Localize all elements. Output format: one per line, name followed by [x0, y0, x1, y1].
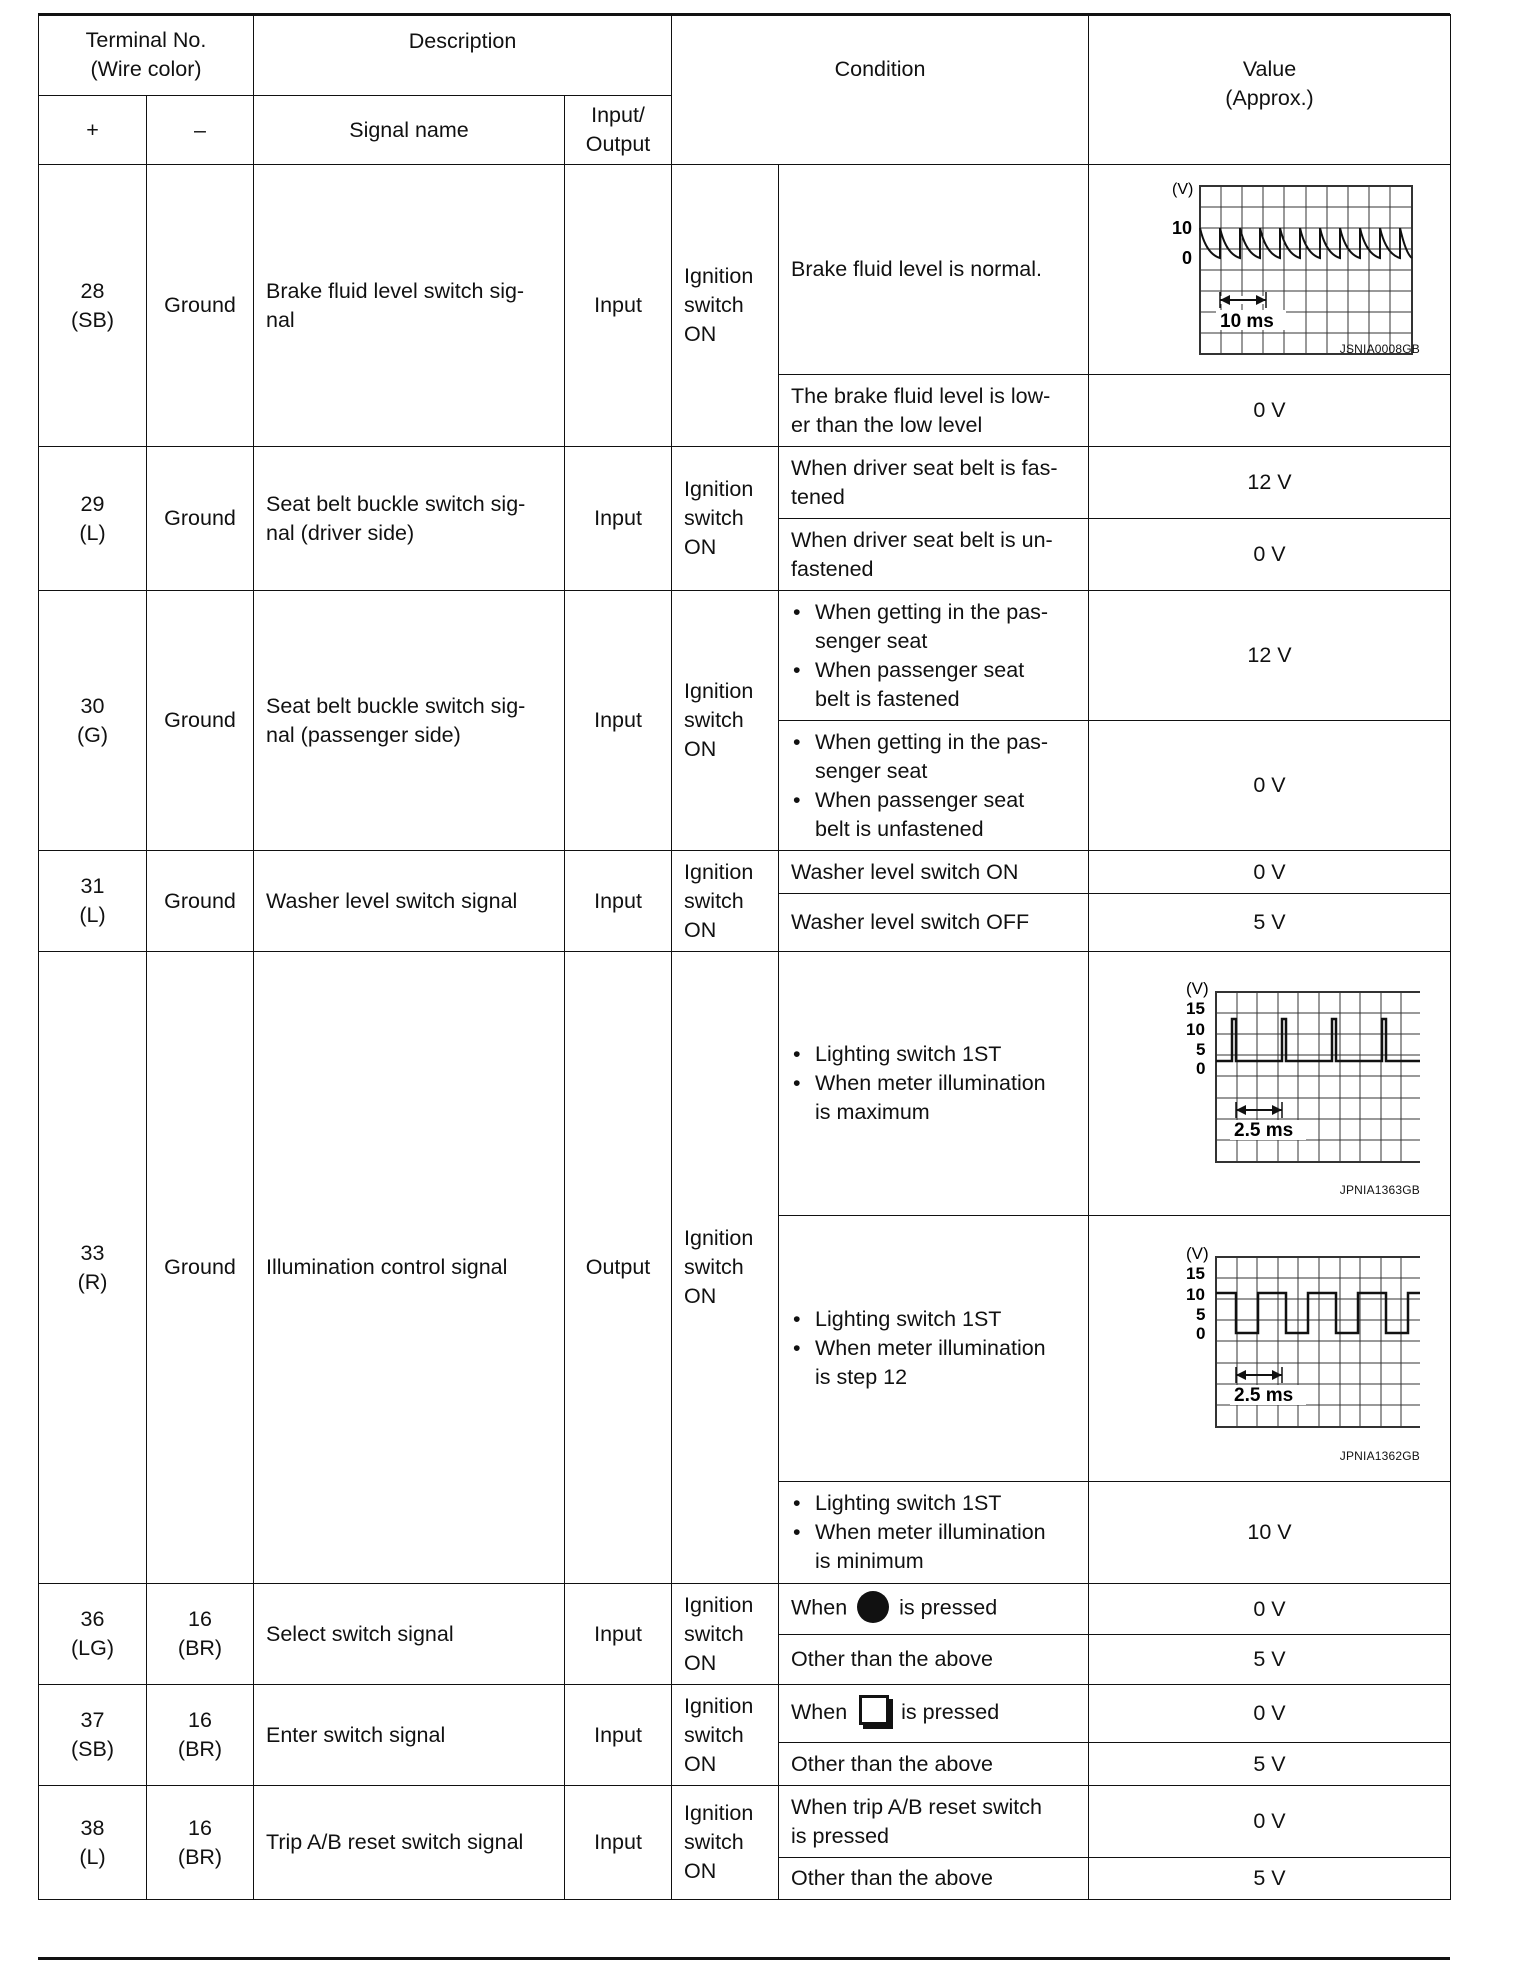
illumination-max-waveform	[1120, 974, 1420, 1194]
condition-header	[672, 15, 1089, 165]
value-cell: 5 V	[1089, 894, 1451, 952]
condition-line: ON	[684, 1284, 717, 1308]
condition-main-cell	[672, 591, 779, 851]
terminal-number: 37	[80, 1708, 105, 1732]
condition-line: Ignition	[684, 1226, 754, 1250]
bullet-line: • When passenger seat	[815, 787, 1025, 812]
condition-line: ON	[684, 917, 717, 942]
condition-line: Ignition	[684, 264, 754, 288]
list-item	[815, 1069, 1076, 1127]
condition-line: switch	[684, 888, 744, 913]
terminal-minus-cell: Ground	[147, 851, 254, 952]
wire-color: (L)	[79, 1844, 106, 1869]
signal-name-line: Trip A/B reset switch signal	[266, 1830, 524, 1854]
sub-condition-line: tened	[791, 484, 845, 509]
input-output-label-1: Input/	[591, 103, 645, 127]
condition-line: switch	[684, 1255, 744, 1279]
condition-line: switch	[684, 1722, 744, 1747]
wire-color: (R)	[77, 1269, 108, 1294]
signal-name-line: Illumination control signal	[266, 1255, 508, 1279]
sub-condition-cell: Other than the above	[779, 1743, 1089, 1786]
waveform-cell	[1089, 952, 1451, 1216]
signal-name-cell	[254, 1786, 565, 1900]
list-item	[815, 728, 1076, 786]
signal-name-header: Signal name	[254, 96, 565, 165]
value-cell: 12 V	[1089, 591, 1451, 721]
terminal-table	[38, 14, 1451, 1900]
bullet-line: belt is unfastened	[815, 816, 984, 841]
terminal-number: 16	[188, 1708, 212, 1732]
description-label: Description	[408, 29, 517, 53]
bullet-list	[791, 1489, 1076, 1576]
io-cell: Input	[565, 1584, 672, 1685]
signal-name-cell	[254, 591, 565, 851]
condition-line: ON	[684, 737, 717, 761]
sub-condition-cell: Other than the above	[779, 1635, 1089, 1685]
terminal-plus-cell	[39, 591, 147, 851]
io-cell: Input	[565, 591, 672, 851]
condition-line: ON	[684, 1859, 717, 1883]
input-output-label-2: Output	[585, 132, 651, 156]
bullet-line: • When getting in the pas-	[815, 729, 1049, 754]
waveform-cell	[1089, 165, 1451, 375]
terminal-number: 38	[80, 1815, 105, 1840]
condition-main-cell	[672, 1786, 779, 1900]
sub-condition-cell	[779, 519, 1089, 591]
io-cell: Input	[565, 165, 672, 447]
figure-id: JPNIA1363GB	[1339, 1183, 1421, 1197]
axis-unit-label: (V)	[1171, 180, 1193, 198]
condition-main-cell	[672, 447, 779, 591]
bullet-line: is maximum	[815, 1100, 930, 1124]
value-cell: 0 V	[1089, 851, 1451, 894]
sub-condition-line: er than the low level	[791, 412, 983, 437]
table-row	[39, 591, 1451, 721]
tick-label: 10	[1185, 1284, 1205, 1304]
value-cell: 10 V	[1089, 1482, 1451, 1584]
terminal-plus-cell	[39, 1584, 147, 1685]
sub-condition-text: is pressed	[899, 1595, 998, 1620]
terminal-plus-cell	[39, 165, 147, 447]
terminal-number: 29	[80, 491, 105, 516]
plus-header: +	[39, 96, 147, 165]
terminal-minus-cell: Ground	[147, 952, 254, 1584]
condition-line: ON	[684, 1650, 717, 1675]
list-item	[815, 656, 1076, 714]
condition-line: ON	[684, 1751, 717, 1776]
tick-label: 5	[1195, 1304, 1205, 1324]
terminal-number: 16	[188, 1607, 212, 1631]
value-cell: 12 V	[1089, 447, 1451, 519]
table-row	[39, 165, 1451, 375]
sub-condition-cell	[779, 721, 1089, 851]
terminal-minus-cell: Ground	[147, 447, 254, 591]
condition-line: Ignition	[684, 477, 754, 501]
sub-condition-cell	[779, 1482, 1089, 1584]
condition-main-cell	[672, 952, 779, 1584]
signal-name-line: nal	[266, 307, 295, 332]
bullet-list	[791, 1305, 1076, 1392]
tick-label: 0	[1195, 1323, 1205, 1343]
condition-label: Condition	[834, 57, 926, 81]
condition-line: Ignition	[684, 859, 754, 884]
condition-line: Ignition	[684, 679, 754, 703]
io-cell: Output	[565, 952, 672, 1584]
sub-condition-line: When trip A/B reset switch	[791, 1794, 1042, 1819]
signal-name-cell	[254, 447, 565, 591]
condition-line: switch	[684, 506, 744, 530]
sub-condition-cell	[779, 591, 1089, 721]
sub-condition-cell: Washer level switch ON	[779, 851, 1089, 894]
sub-condition-cell	[779, 1685, 1089, 1743]
condition-main-cell	[672, 1685, 779, 1786]
wire-color: (SB)	[71, 307, 114, 332]
sub-condition-cell	[779, 375, 1089, 447]
wire-color: (G)	[76, 722, 109, 747]
wire-color: (L)	[79, 520, 106, 545]
sub-condition-cell	[779, 1216, 1089, 1482]
signal-name-line: nal (driver side)	[266, 520, 415, 545]
terminal-plus-cell	[39, 1685, 147, 1786]
time-scale-label: 10 ms	[1219, 310, 1274, 332]
list-item	[815, 786, 1076, 844]
sub-condition-text: When	[791, 1595, 848, 1620]
bullet-line: • When meter illumination	[815, 1520, 1046, 1544]
terminal-number: 16	[188, 1815, 212, 1840]
condition-line: ON	[684, 322, 717, 346]
bullet-list	[791, 1040, 1076, 1127]
bullet-line: is step 12	[815, 1365, 908, 1389]
terminal-number: 30	[80, 693, 105, 718]
signal-name-cell	[254, 1584, 565, 1685]
sub-condition-line: The brake fluid level is low-	[791, 383, 1051, 408]
sub-condition-cell	[779, 952, 1089, 1216]
io-cell: Input	[565, 1786, 672, 1900]
sub-condition-line: When driver seat belt is un-	[791, 527, 1053, 552]
value-cell: 0 V	[1089, 519, 1451, 591]
bullet-line: • Lighting switch 1ST	[815, 1042, 1002, 1066]
bullet-line: • When meter illumination	[815, 1071, 1046, 1095]
condition-main-cell	[672, 165, 779, 447]
condition-line: switch	[684, 1830, 744, 1854]
waveform-cell	[1089, 1216, 1451, 1482]
terminal-minus-cell: Ground	[147, 165, 254, 447]
list-item	[815, 1518, 1076, 1576]
value-cell: 5 V	[1089, 1743, 1451, 1786]
tick-label: 0	[1181, 247, 1192, 268]
bullet-line: senger seat	[815, 628, 928, 653]
value-cell: 0 V	[1089, 1786, 1451, 1858]
sub-condition-text: is pressed	[901, 1700, 1000, 1725]
table-row	[39, 1584, 1451, 1635]
signal-name-line: Washer level switch signal	[266, 888, 518, 913]
illumination-step12-waveform	[1120, 1239, 1420, 1459]
sub-condition-cell: Other than the above	[779, 1858, 1089, 1900]
tick-label: 10	[1185, 1019, 1205, 1039]
description-header	[254, 15, 672, 96]
terminal-no-label: Terminal No.	[85, 28, 207, 52]
bullet-list	[791, 728, 1076, 844]
tick-label: 0	[1195, 1058, 1205, 1078]
signal-name-line: Seat belt buckle switch sig-	[266, 491, 526, 516]
bullet-line: is minimum	[815, 1549, 924, 1573]
terminal-plus-cell	[39, 952, 147, 1584]
table-row	[39, 1685, 1451, 1743]
table-row	[39, 1786, 1451, 1858]
bullet-line: belt is fastened	[815, 686, 960, 711]
signal-name-line: Select switch signal	[266, 1621, 454, 1646]
condition-line: Ignition	[684, 1801, 754, 1825]
condition-line: ON	[684, 535, 717, 559]
minus-header: –	[147, 96, 254, 165]
terminal-no-header	[39, 15, 254, 96]
time-scale-label: 2.5 ms	[1233, 1384, 1293, 1406]
terminal-minus-cell	[147, 1786, 254, 1900]
signal-name-cell	[254, 1685, 565, 1786]
sub-condition-cell: Washer level switch OFF	[779, 894, 1089, 952]
terminal-minus-cell	[147, 1685, 254, 1786]
table-row	[39, 952, 1451, 1216]
condition-line: Ignition	[684, 1592, 754, 1617]
value-cell: 0 V	[1089, 1685, 1451, 1743]
square-button-icon	[859, 1695, 889, 1725]
table-row	[39, 851, 1451, 894]
sub-condition-line: is pressed	[791, 1823, 890, 1848]
value-cell: 5 V	[1089, 1858, 1451, 1900]
list-item	[815, 1334, 1076, 1392]
sub-condition-line: When driver seat belt is fas-	[791, 455, 1058, 480]
sub-condition-text: When	[791, 1700, 848, 1725]
tick-label: 15	[1185, 1263, 1205, 1283]
condition-line: Ignition	[684, 1693, 754, 1718]
tick-label: 15	[1185, 998, 1205, 1018]
header-row-1	[39, 15, 1451, 96]
bullet-line: • When passenger seat	[815, 657, 1025, 682]
terminal-minus-cell: Ground	[147, 591, 254, 851]
wire-color: (BR)	[177, 1636, 223, 1660]
condition-main-cell	[672, 1584, 779, 1685]
bullet-list	[791, 598, 1076, 714]
list-item	[815, 1040, 1076, 1069]
terminal-plus-cell	[39, 851, 147, 952]
axis-unit-label: (V)	[1185, 1243, 1209, 1263]
filled-circle-icon	[857, 1591, 889, 1623]
tick-label: 10	[1171, 217, 1192, 238]
axis-unit-label: (V)	[1185, 978, 1209, 998]
wire-color: (L)	[79, 903, 106, 927]
list-item	[815, 1489, 1076, 1518]
wire-color: (BR)	[177, 1844, 223, 1869]
value-cell: 0 V	[1089, 1584, 1451, 1635]
terminal-plus-cell	[39, 447, 147, 591]
bullet-line: senger seat	[815, 758, 928, 783]
bullet-line: • When meter illumination	[815, 1336, 1046, 1360]
table-row	[39, 447, 1451, 519]
input-output-header	[565, 96, 672, 165]
value-cell: 5 V	[1089, 1635, 1451, 1685]
sub-condition-cell	[779, 1786, 1089, 1858]
condition-main-cell	[672, 851, 779, 952]
value-header	[1089, 15, 1451, 165]
figure-id: JSNIA0008GB	[1339, 342, 1421, 356]
signal-name-line: nal (passenger side)	[266, 722, 461, 747]
value-cell: 0 V	[1089, 721, 1451, 851]
signal-name-line: Seat belt buckle switch sig-	[266, 693, 526, 718]
condition-line: switch	[684, 293, 744, 317]
terminal-number: 33	[80, 1240, 105, 1265]
terminal-number: 36	[80, 1607, 105, 1631]
terminal-number: 31	[80, 874, 105, 898]
terminal-minus-cell	[147, 1584, 254, 1685]
approx-label: (Approx.)	[1225, 86, 1314, 110]
bullet-line: • Lighting switch 1ST	[815, 1491, 1002, 1515]
signal-name-cell	[254, 952, 565, 1584]
terminal-number: 28	[80, 278, 105, 303]
tick-label: 5	[1195, 1039, 1205, 1059]
list-item	[815, 1305, 1076, 1334]
sub-condition-cell	[779, 165, 1089, 375]
terminal-plus-cell	[39, 1786, 147, 1900]
wire-color: (BR)	[177, 1737, 223, 1761]
list-item	[815, 598, 1076, 656]
figure-id: JPNIA1362GB	[1339, 1449, 1421, 1463]
signal-name-cell	[254, 165, 565, 447]
value-label: Value	[1242, 57, 1297, 81]
wire-color: (SB)	[71, 1737, 114, 1761]
io-cell: Input	[565, 851, 672, 952]
bullet-line: • Lighting switch 1ST	[815, 1307, 1002, 1331]
wire-color-label: (Wire color)	[90, 57, 202, 81]
signal-name-line: Enter switch signal	[266, 1722, 446, 1747]
bullet-line: • When getting in the pas-	[815, 599, 1049, 624]
sub-condition-cell	[779, 447, 1089, 519]
condition-line: switch	[684, 708, 744, 732]
signal-name-line: Brake fluid level switch sig-	[266, 278, 525, 303]
signal-name-cell	[254, 851, 565, 952]
sub-condition-line: fastened	[791, 556, 874, 581]
time-scale-label: 2.5 ms	[1233, 1119, 1293, 1141]
sub-condition-cell	[779, 1584, 1089, 1635]
value-cell: 0 V	[1089, 375, 1451, 447]
io-cell: Input	[565, 447, 672, 591]
io-cell: Input	[565, 1685, 672, 1786]
condition-line: switch	[684, 1621, 744, 1646]
wire-color: (LG)	[71, 1636, 114, 1660]
sub-condition-line: Brake fluid level is normal.	[791, 257, 1042, 281]
bottom-rule	[38, 1957, 1450, 1960]
